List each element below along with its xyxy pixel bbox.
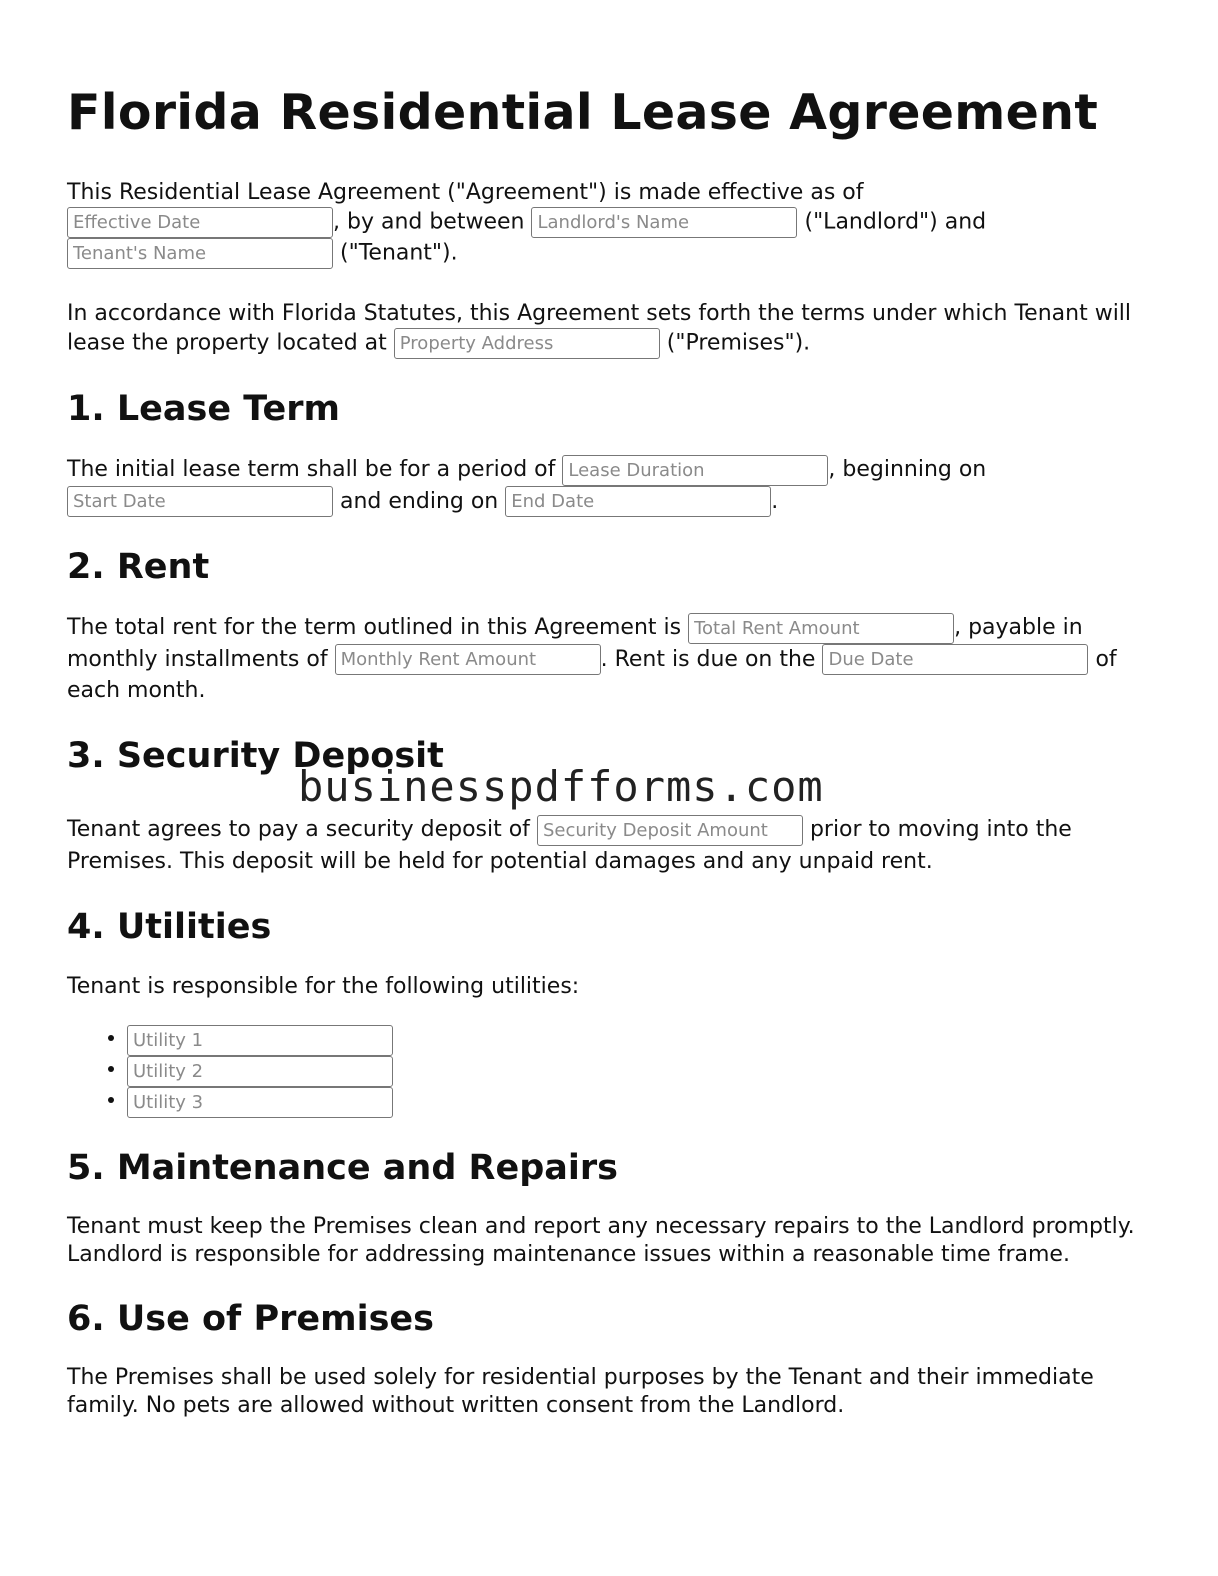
utility-2-input[interactable] [127, 1056, 393, 1087]
utilities-paragraph: Tenant is responsible for the following utilities: [67, 973, 580, 999]
effective-date-input[interactable] [67, 207, 333, 238]
security-deposit-input[interactable] [537, 815, 803, 846]
watermark: businesspdfforms.com [298, 762, 824, 811]
rent-text-4: of each month. [67, 646, 1117, 703]
accordance-text-1: In accordance with Florida Statutes, this Agreement sets forth the terms under which Tenant will lease the property located at [67, 301, 1132, 356]
lease-term-text-2: , beginning on [828, 457, 987, 482]
monthly-rent-input[interactable] [335, 644, 601, 675]
section-heading-security-deposit: 3. Security Deposit [67, 736, 444, 776]
accordance-text-2: ("Premises"). [666, 330, 811, 356]
total-rent-input[interactable] [688, 613, 954, 644]
utility-3-input[interactable] [127, 1087, 393, 1118]
section-heading-maintenance: 5. Maintenance and Repairs [67, 1147, 619, 1188]
intro-text-3: ("Landlord") and [804, 209, 987, 235]
lease-term-text-1: The initial lease term shall be for a period of [67, 457, 556, 482]
start-date-input[interactable] [67, 486, 333, 517]
list-item [127, 1056, 1147, 1087]
utilities-list [67, 1025, 1147, 1118]
section-heading-use: 6. Use of Premises [67, 1298, 434, 1339]
lease-term-paragraph [67, 454, 1147, 517]
lease-term-text-3: and ending on [340, 488, 499, 514]
rent-paragraph [67, 612, 1147, 706]
lease-term-text-4: . [771, 488, 779, 514]
rent-text-2: , payable in monthly installments of [67, 615, 1083, 672]
section-heading-lease-term: 1. Lease Term [67, 389, 340, 429]
rent-text-3: . Rent is due on the [600, 646, 816, 672]
use-paragraph: The Premises shall be used solely for residential purposes by the Tenant and their immediate family. No pets are allowed without written consent from the Landlord. [67, 1364, 1094, 1418]
utility-1-input[interactable] [127, 1025, 393, 1056]
page-title: Florida Residential Lease Agreement [67, 84, 1099, 141]
rent-text-1: The total rent for the term outlined in this Agreement is [67, 615, 682, 640]
maintenance-paragraph: Tenant must keep the Premises clean and report any necessary repairs to the Landlord promptly. Landlord is responsible for addressing maintenance issues within a reasonable time frame. [67, 1213, 1135, 1267]
deposit-text-2: prior to moving into the Premises. This deposit will be held for potential damages and any unpaid rent. [67, 817, 1072, 874]
landlord-name-input[interactable] [531, 207, 797, 238]
deposit-text-1: Tenant agrees to pay a security deposit of [67, 817, 530, 842]
tenant-name-input[interactable] [67, 238, 333, 269]
property-address-input[interactable] [394, 328, 660, 359]
section-heading-utilities: 4. Utilities [67, 906, 272, 947]
intro-text-4: ("Tenant"). [340, 240, 458, 266]
list-item [127, 1087, 1147, 1118]
end-date-input[interactable] [505, 486, 771, 517]
lease-duration-input[interactable] [562, 455, 828, 486]
security-deposit-paragraph [67, 814, 1147, 877]
list-item [127, 1025, 1147, 1056]
due-date-input[interactable] [822, 644, 1088, 675]
intro-paragraph [67, 178, 1147, 269]
intro-text-2: , by and between [333, 209, 525, 235]
intro-text-1: This Residential Lease Agreement ("Agreement") is made effective as of [67, 180, 864, 205]
accordance-paragraph [67, 299, 1147, 359]
section-heading-rent: 2. Rent [67, 547, 210, 587]
